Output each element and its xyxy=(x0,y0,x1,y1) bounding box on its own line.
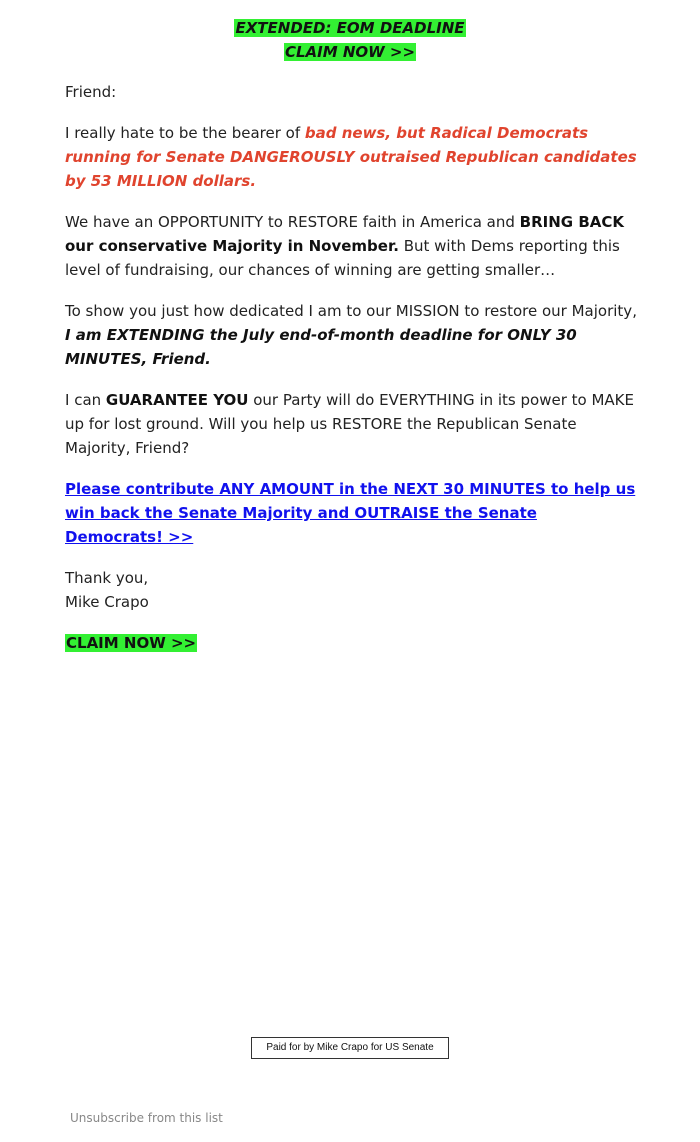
bad-news-emphasis: bad news, but Radical Democrats running for Senate DANGEROUSLY outraised Republican candidates by 53 MILLION dollars. xyxy=(65,124,637,190)
paid-for-disclaimer: Paid for by Mike Crapo for US Senate xyxy=(251,1037,449,1059)
header-claim-text[interactable]: CLAIM NOW >> xyxy=(284,43,416,61)
opportunity-bold: BRING BACK our conservative Majority in November. xyxy=(65,213,624,255)
guarantee-bold: GUARANTEE YOU xyxy=(105,391,249,409)
contribute-link[interactable]: Please contribute ANY AMOUNT in the NEXT 30 MINUTES to help us win back the Senate Majority and OUTRAISE the Senate Democrats! >> xyxy=(65,480,636,546)
guarantee-text-2: our Party will do EVERYTHING in its power to MAKE up for lost ground. Will you help us RESTORE the Republican Senate Majority, Friend? xyxy=(65,391,634,457)
paragraph-opportunity xyxy=(65,210,640,282)
email-header xyxy=(0,16,700,64)
paragraph-bad-news xyxy=(65,121,640,193)
paragraph-extension xyxy=(65,299,640,371)
claim-now-button[interactable]: CLAIM NOW >> xyxy=(66,634,197,652)
unsubscribe-link[interactable]: Unsubscribe from this list xyxy=(70,1111,223,1125)
paragraph-contribute xyxy=(65,477,640,549)
cta-paragraph xyxy=(65,631,640,655)
guarantee-text-1: I can xyxy=(65,391,106,409)
email-body xyxy=(65,80,640,672)
opportunity-text-1: We have an OPPORTUNITY to RESTORE faith in America and xyxy=(65,213,520,231)
signature: Mike Crapo xyxy=(65,593,149,611)
extension-intro: To show you just how dedicated I am to our MISSION to restore our Majority, xyxy=(65,302,637,320)
deadline-banner[interactable] xyxy=(0,16,700,40)
greeting: Friend: xyxy=(65,83,117,101)
bad-news-intro: I really hate to be the bearer of xyxy=(65,124,305,142)
signoff: Thank you, xyxy=(65,569,149,587)
signoff-block xyxy=(65,566,640,614)
paragraph-guarantee xyxy=(65,388,640,460)
opportunity-text-2: But with Dems reporting this level of fundraising, our chances of winning are getting smaller… xyxy=(65,237,620,279)
extension-emphasis: I am EXTENDING the July end-of-month deadline for ONLY 30 MINUTES, Friend. xyxy=(65,326,577,368)
header-claim-link[interactable] xyxy=(0,40,700,64)
deadline-banner-text[interactable]: EXTENDED: EOM DEADLINE xyxy=(235,19,465,37)
